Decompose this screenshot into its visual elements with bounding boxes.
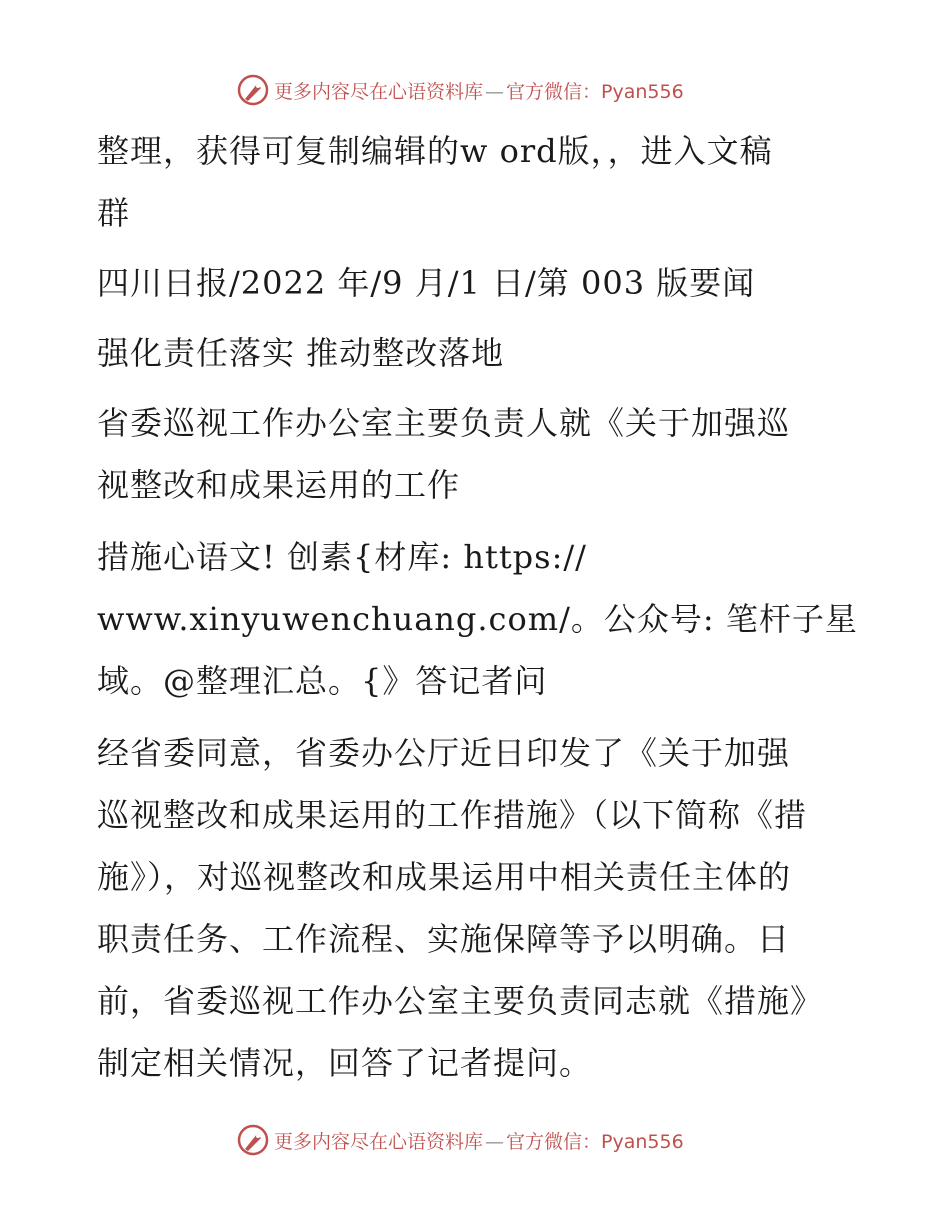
text-line: 强化责任落实 推动整改落地 <box>97 334 505 372</box>
header-banner <box>236 70 684 110</box>
banner-separator: — <box>485 1130 505 1153</box>
text-line: 四川日报/2022 年/9 月/1 日/第 003 版要闻 <box>97 264 756 302</box>
pen-nib-logo-icon <box>236 1123 270 1157</box>
banner-brand: 更多内容尽在心语资料库 <box>274 1130 484 1153</box>
document-body <box>97 120 857 1094</box>
paragraph-source <box>97 252 857 314</box>
text-line: 前，省委巡视工作办公室主要负责同志就《措施》 <box>97 982 824 1020</box>
text-line: 域。@整理汇总。{》答记者问 <box>97 662 548 700</box>
banner-separator: — <box>485 80 505 103</box>
banner-text <box>274 77 684 104</box>
text-line: 制定相关情况，回答了记者提问。 <box>97 1044 593 1082</box>
text-line: www.xinyuwenchuang.com/。公众号: 笔杆子星 <box>97 600 858 638</box>
text-line: 群 <box>97 194 131 232</box>
text-line: 施》），对巡视整改和成果运用中相关责任主体的 <box>97 858 792 896</box>
paragraph-intro <box>97 120 857 244</box>
article-subtitle <box>97 392 857 516</box>
banner-brand: 更多内容尽在心语资料库 <box>274 80 484 103</box>
text-line: 职责任务、工作流程、实施保障等予以明确。日 <box>97 920 791 958</box>
text-line: 视整改和成果运用的工作 <box>97 466 461 504</box>
text-line: 措施心语文! 创素{材库: https:// <box>97 538 587 576</box>
paragraph-lead <box>97 722 857 1094</box>
text-line: 经省委同意，省委办公厅近日印发了《关于加强 <box>97 734 791 772</box>
banner-wechat: 官方微信：Pyan556 <box>506 1130 684 1153</box>
banner-text <box>274 1127 684 1154</box>
paragraph-watermark-text <box>97 526 857 712</box>
text-line: 整理，获得可复制编辑的w ord版，，进入文稿 <box>97 132 773 170</box>
banner-wechat: 官方微信：Pyan556 <box>506 80 684 103</box>
text-line: 巡视整改和成果运用的工作措施》（以下简称《措 <box>97 796 808 834</box>
text-line: 省委巡视工作办公室主要负责人就《关于加强巡 <box>97 404 791 442</box>
article-title <box>97 322 857 384</box>
pen-nib-logo-icon <box>236 73 270 107</box>
footer-banner <box>236 1120 684 1160</box>
